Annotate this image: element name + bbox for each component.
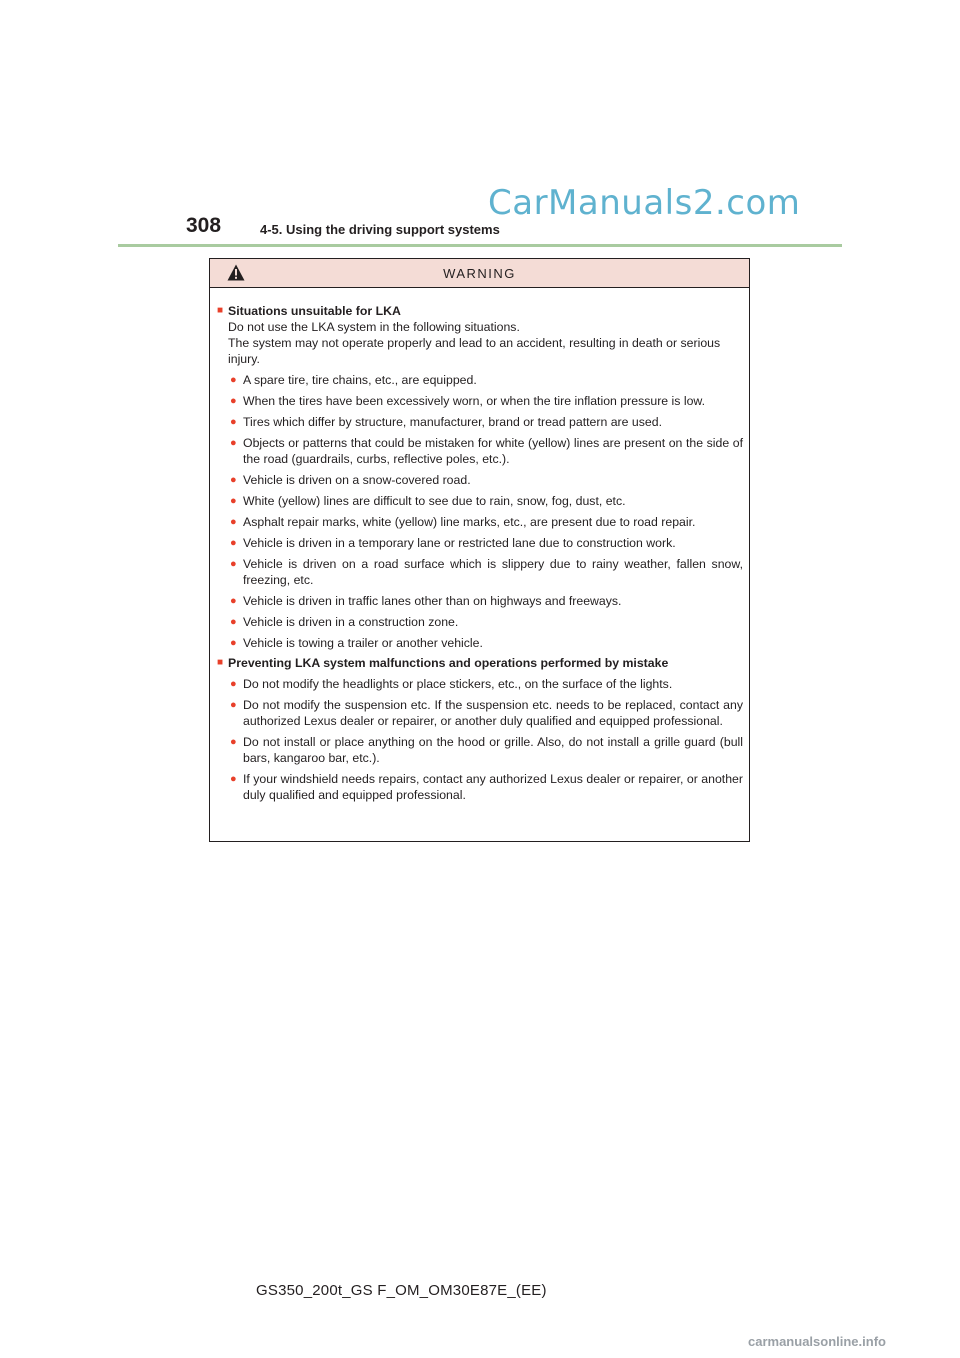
- square-bullet-icon: ■: [217, 657, 224, 668]
- list-item: ● Do not install or place anything on the hood or grille. Also, do not install a grille guard (bull bars, kangaroo bar, etc.).: [230, 735, 743, 765]
- list-item: ● If your windshield needs repairs, contact any authorized Lexus dealer or repairer, or another duly qualified and equipped professional.: [230, 772, 743, 802]
- warning-content: [210, 288, 749, 803]
- bullet-dot-icon: ●: [230, 558, 237, 570]
- square-bullet-icon: ■: [217, 305, 224, 316]
- paragraph: The system may not operate properly and lead to an accident, resulting in death or serious injury.: [228, 336, 721, 366]
- list-item: ● A spare tire, tire chains, etc., are equipped.: [230, 373, 477, 387]
- bullet-dot-icon: ●: [230, 678, 237, 690]
- bullet-dot-icon: ●: [230, 537, 237, 549]
- bullet-dot-icon: ●: [230, 699, 237, 711]
- bullet-dot-icon: ●: [230, 595, 237, 607]
- warning-title: WARNING: [443, 265, 516, 281]
- list-item: ● Vehicle is driven on a road surface which is slippery due to rainy weather, fallen snow, freezing, etc.: [230, 557, 743, 587]
- watermark-logo: CarManuals2.com: [488, 183, 801, 223]
- warning-box: [209, 258, 750, 842]
- bullet-dot-icon: ●: [230, 437, 237, 449]
- warning-header: [210, 259, 749, 288]
- list-item: ● Vehicle is towing a trailer or another vehicle.: [230, 636, 483, 650]
- list-item: ● Objects or patterns that could be mistaken for white (yellow) lines are present on the side of the road (guardrails, curbs, reflective poles, etc.).: [230, 436, 743, 466]
- list-item: ● Vehicle is driven in a construction zone.: [230, 615, 459, 629]
- list-item: ● When the tires have been excessively worn, or when the tire inflation pressure is low.: [230, 394, 706, 408]
- bullet-dot-icon: ●: [230, 637, 237, 649]
- section-title: 4-5. Using the driving support systems: [260, 222, 500, 237]
- bullet-dot-icon: ●: [230, 516, 237, 528]
- list-item: ● Do not modify the suspension etc. If the suspension etc. needs to be replaced, contact any authorized Lexus dealer or repairer, or another duly qualified and equipped professional.: [230, 698, 743, 728]
- bullet-dot-icon: ●: [230, 474, 237, 486]
- document-code: GS350_200t_GS F_OM_OM30E87E_(EE): [256, 1282, 547, 1299]
- header-rule: [118, 244, 842, 247]
- warning-triangle-icon: [227, 264, 245, 281]
- list-item: ● Vehicle is driven in a temporary lane or restricted lane due to construction work.: [230, 536, 676, 550]
- page-number: 308: [186, 214, 222, 237]
- section-heading: ■ Situations unsuitable for LKA: [217, 304, 401, 318]
- list-item: ● Vehicle is driven on a snow-covered road.: [230, 473, 471, 487]
- bullet-dot-icon: ●: [230, 773, 237, 785]
- list-item: ● Tires which differ by structure, manufacturer, brand or tread pattern are used.: [230, 415, 662, 429]
- section-heading: ■ Preventing LKA system malfunctions and operations performed by mistake: [217, 656, 669, 670]
- watermark-footer: carmanualsonline.info: [748, 1334, 886, 1349]
- bullet-dot-icon: ●: [230, 374, 237, 386]
- bullet-dot-icon: ●: [230, 495, 237, 507]
- bullet-dot-icon: ●: [230, 416, 237, 428]
- list-item: ● Do not modify the headlights or place stickers, etc., on the surface of the lights.: [230, 677, 673, 691]
- bullet-dot-icon: ●: [230, 736, 237, 748]
- list-item: ● Vehicle is driven in traffic lanes other than on highways and freeways.: [230, 594, 622, 608]
- list-item: ● White (yellow) lines are difficult to see due to rain, snow, fog, dust, etc.: [230, 494, 626, 508]
- list-item: ● Asphalt repair marks, white (yellow) line marks, etc., are present due to road repair.: [230, 515, 696, 529]
- bullet-dot-icon: ●: [230, 616, 237, 628]
- bullet-dot-icon: ●: [230, 395, 237, 407]
- paragraph: Do not use the LKA system in the following situations.: [228, 320, 520, 334]
